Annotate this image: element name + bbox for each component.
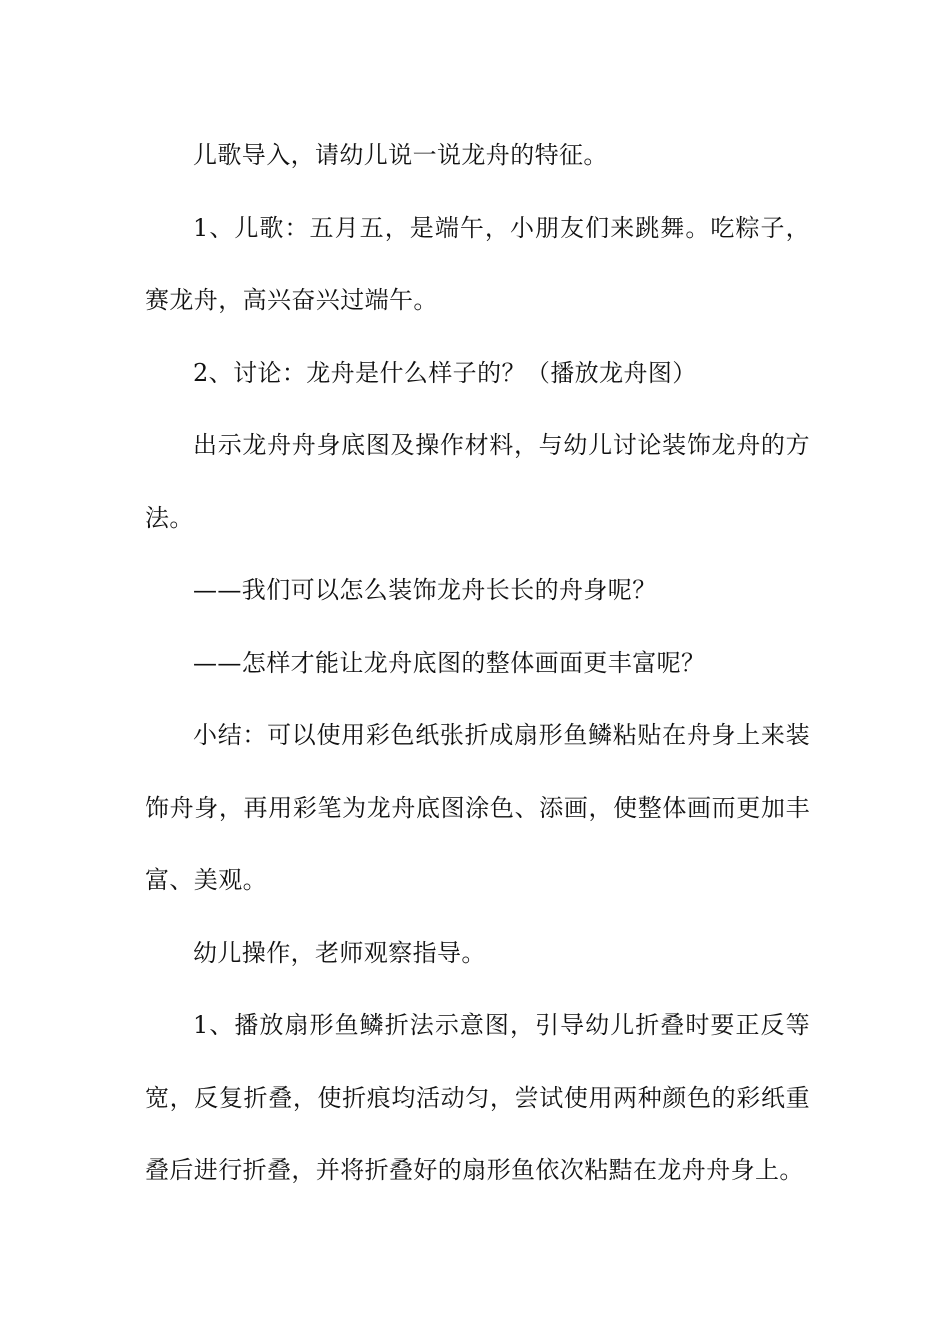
paragraph-nursery-rhyme: 1、儿歌：五月五，是端午，小朋友们来跳舞。吃粽子，赛龙舟，高兴奋兴过端午。 — [145, 213, 810, 314]
paragraph-operation: 幼儿操作，老师观察指导。 — [193, 938, 486, 967]
paragraph-discussion: 2、讨论：龙舟是什么样子的？（播放龙舟图） — [193, 358, 697, 387]
document-body — [145, 119, 810, 1207]
paragraph-question-1: ——我们可以怎么装饰龙舟长长的舟身呢？ — [193, 576, 657, 604]
paragraph-question-2: ——怎样才能让龙舟底图的整体画面更丰富呢？ — [193, 648, 706, 677]
paragraph-folding-steps: 1、播放扇形鱼鳞折法示意图，引导幼儿折叠时要正反等宽，反复折叠，使折痕均活动匀，尝试使用两种颜色的彩纸重叠后进行折叠，并将折叠好的扇形鱼依次粘黠在龙舟舟身上。 — [145, 1011, 810, 1184]
paragraph-show-materials: 出示龙舟舟身底图及操作材料，与幼儿讨论装饰龙舟的方法。 — [145, 431, 810, 532]
paragraph-intro: 儿歌导入，请幼儿说一说龙舟的特征。 — [193, 141, 608, 169]
paragraph-summary: 小结：可以使用彩色纸张折成扇形鱼鳞粘贴在舟身上来装饰舟身，再用彩笔为龙舟底图涂色、添画，使整体画而更加丰富、美观。 — [145, 721, 810, 894]
